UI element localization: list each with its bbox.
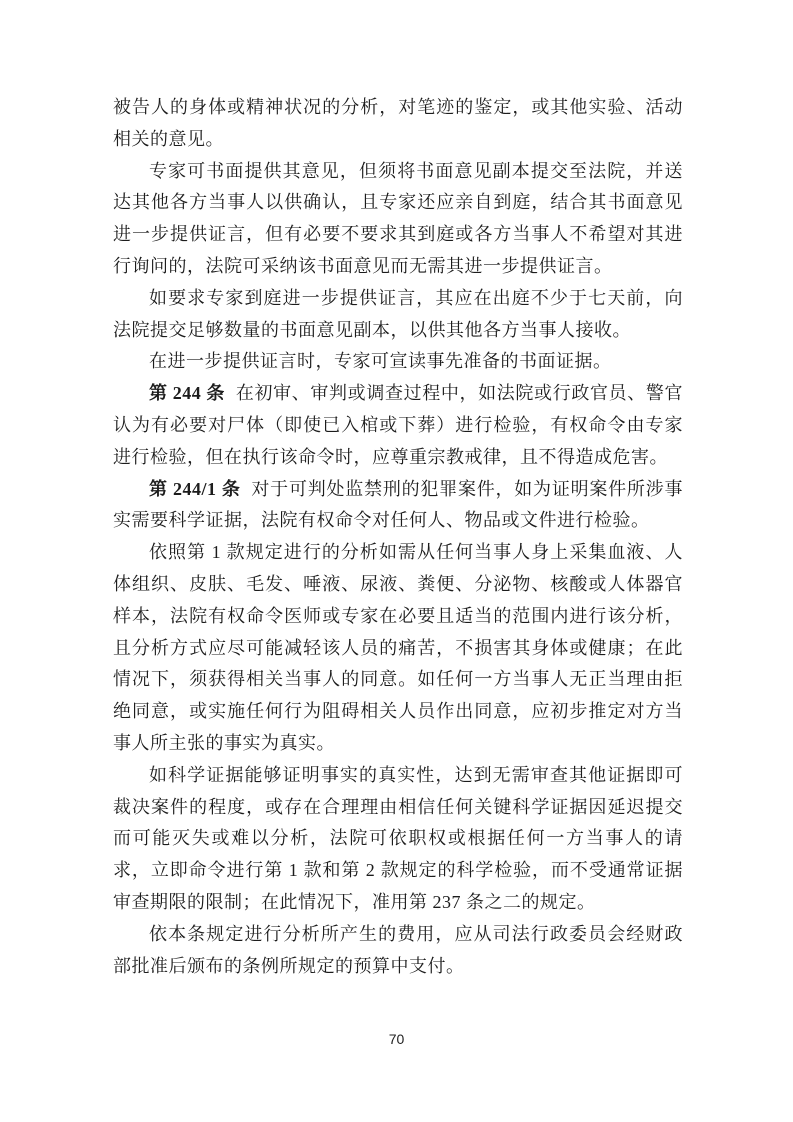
paragraph-text: 如科学证据能够证明事实的真实性，达到无需审查其他证据即可裁决案件的程度，或存在合理理由相信任何关键科学证据因延迟提交而可能灭失或难以分析，法院可依职权或根据任何一方当事人的请求，立即命令进行第 1 款和第 2 款规定的科学检验，而不受通常证据审查期限的限制；在此情况下，准用第 237 条之二的规定。	[113, 764, 683, 912]
paragraph-text: 在初审、审判或调查过程中，如法院或行政官员、警官认为有必要对尸体（即使已入棺或下葬）进行检验，有权命令由专家进行检验，但在执行该命令时，应尊重宗教戒律，且不得造成危害。	[113, 383, 684, 467]
page-footer	[0, 1030, 793, 1048]
page-number: 70	[388, 1031, 405, 1047]
paragraph-text: 对于可判处监禁刑的犯罪案件，如为证明案件所涉事实需要科学证据，法院有权命令对任何人、物品或文件进行检验。	[113, 478, 683, 531]
document-body	[113, 92, 683, 982]
article-number: 第 244/1 条	[149, 478, 241, 499]
paragraph	[113, 474, 683, 538]
paragraph-text: 依本条规定进行分析所产生的费用，应从司法行政委员会经财政部批准后颁布的条例所规定的预算中支付。	[113, 923, 683, 976]
paragraph	[113, 760, 683, 919]
paragraph-text: 在进一步提供证言时，专家可宣读事先准备的书面证据。	[149, 351, 612, 372]
paragraph-text: 专家可书面提供其意见，但须将书面意见副本提交至法院，并送达其他各方当事人以供确认，且专家还应亲自到庭，结合其书面意见进一步提供证言，但有必要不要求其到庭或各方当事人不希望对其进行询问的，法院可采纳该书面意见而无需其进一步提供证言。	[113, 160, 683, 276]
paragraph	[113, 537, 683, 760]
paragraph	[113, 92, 683, 156]
paragraph	[113, 378, 683, 473]
paragraph-text: 如要求专家到庭进一步提供证言，其应在出庭不少于七天前，向法院提交足够数量的书面意见副本，以供其他各方当事人接收。	[113, 287, 683, 340]
paragraph	[113, 346, 683, 378]
paragraph	[113, 919, 683, 983]
paragraph	[113, 283, 683, 347]
paragraph-text: 依照第 1 款规定进行的分析如需从任何当事人身上采集血液、人体组织、皮肤、毛发、唾液、尿液、粪便、分泌物、核酸或人体器官样本，法院有权命令医师或专家在必要且适当的范围内进行该分析，且分析方式应尽可能减轻该人员的痛苦，不损害其身体或健康；在此情况下，须获得相关当事人的同意。如任何一方当事人无正当理由拒绝同意，或实施任何行为阻碍相关人员作出同意，应初步推定对方当事人所主张的事实为真实。	[113, 542, 683, 753]
paragraph	[113, 156, 683, 283]
article-number: 第 244 条	[149, 383, 226, 404]
paragraph-text: 被告人的身体或精神状况的分析，对笔迹的鉴定，或其他实验、活动相关的意见。	[113, 97, 683, 149]
